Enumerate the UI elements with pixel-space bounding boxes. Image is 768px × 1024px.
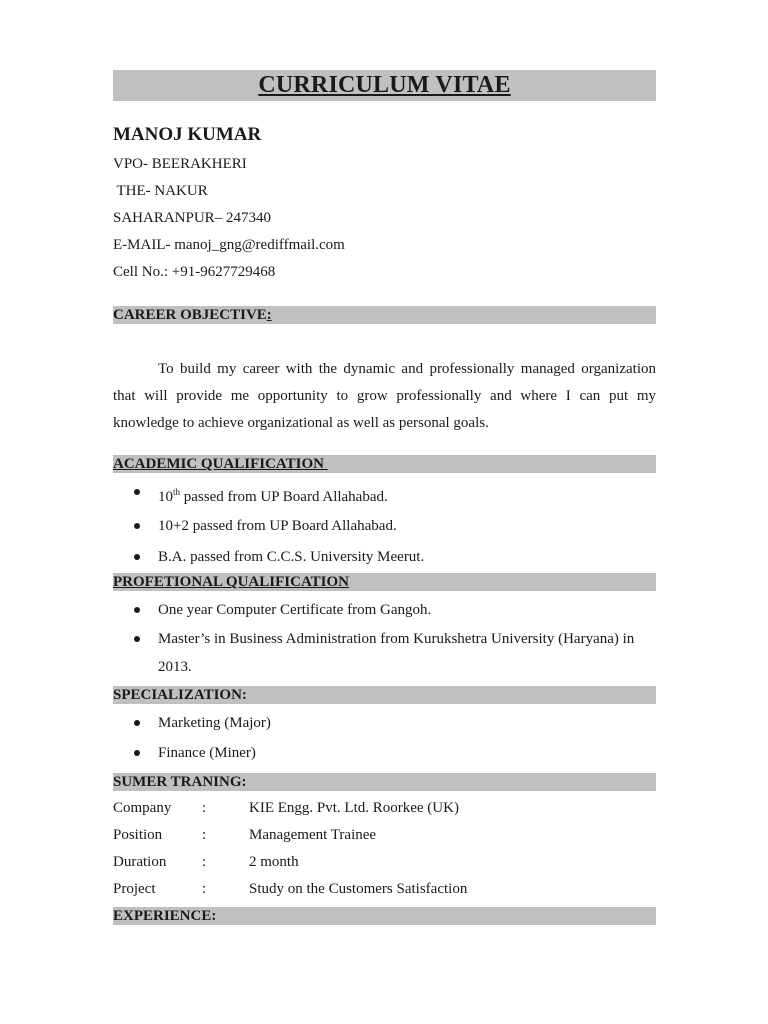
section-career-objective (113, 306, 656, 324)
list-item (113, 596, 656, 625)
bullet-icon (134, 607, 140, 613)
row-key: Position (113, 827, 163, 843)
item-superscript: th (173, 487, 181, 497)
item-text: Master’s in Business Administration from Kurukshetra University (Haryana) in 2013. (158, 631, 635, 675)
phone-line: Cell No.: +91-9627729468 (113, 264, 276, 280)
candidate-name: MANOJ KUMAR (113, 124, 262, 145)
section-heading: PROFETIONAL QUALIFICATION (113, 574, 350, 590)
section-specialization (113, 686, 656, 704)
row-key: Company (113, 800, 172, 816)
page-title: CURRICULUM VITAE (258, 72, 511, 98)
item-text: 10 (158, 489, 173, 505)
title-bar (113, 70, 656, 101)
academic-list (113, 478, 656, 572)
section-heading: SPECIALIZATION: (113, 687, 247, 703)
section-heading: EXPERIENCE: (113, 908, 217, 924)
bullet-icon (134, 523, 140, 529)
section-professional-qualification (113, 573, 656, 591)
row-value: KIE Engg. Pvt. Ltd. Roorkee (UK) (249, 800, 459, 816)
row-value: 2 month (249, 854, 299, 870)
list-item (113, 739, 656, 768)
row-separator: : (202, 800, 207, 816)
address-line-city: SAHARANPUR– 247340 (113, 210, 271, 226)
item-text: Finance (Miner) (158, 745, 256, 761)
row-separator: : (202, 827, 207, 843)
specialization-list (113, 709, 656, 768)
list-item (113, 478, 656, 512)
section-experience (113, 907, 656, 925)
item-text: passed from UP Board Allahabad. (180, 489, 388, 505)
bullet-icon (134, 750, 140, 756)
section-summer-training (113, 773, 656, 791)
address-line-village: VPO- BEERAKHERI (113, 156, 247, 172)
row-value: Management Trainee (249, 827, 377, 843)
item-text: B.A. passed from C.C.S. University Meerut. (158, 549, 425, 565)
item-text: 10+2 passed from UP Board Allahabad. (158, 518, 397, 534)
row-separator: : (202, 881, 207, 897)
professional-list (113, 596, 656, 681)
career-objective-text: To build my career with the dynamic and professionally managed organization that will provide me opportunity to grow professionally and where I can put my knowledge to achieve organizational as well as personal goals. (113, 361, 656, 431)
bullet-icon (134, 720, 140, 726)
row-key: Duration (113, 854, 167, 870)
bullet-icon (134, 554, 140, 560)
email-line: E-MAIL- manoj_gng@rediffmail.com (113, 237, 345, 253)
section-heading: ACADEMIC QUALIFICATION (113, 456, 328, 472)
bullet-icon (134, 489, 140, 495)
section-heading-colon: : (266, 307, 272, 323)
list-item (113, 709, 656, 738)
row-value: Study on the Customers Satisfaction (249, 881, 468, 897)
row-separator: : (202, 854, 207, 870)
section-heading: CAREER OBJECTIVE (113, 307, 267, 323)
address-line-tehsil: THE- NAKUR (113, 183, 208, 199)
list-item (113, 625, 656, 681)
item-text: One year Computer Certificate from Gangoh. (158, 602, 432, 618)
list-item (113, 543, 656, 572)
row-key: Project (113, 881, 156, 897)
item-text: Marketing (Major) (158, 715, 271, 731)
section-academic-qualification (113, 455, 656, 473)
bullet-icon (134, 636, 140, 642)
section-heading: SUMER TRANING: (113, 774, 247, 790)
list-item (113, 512, 656, 541)
